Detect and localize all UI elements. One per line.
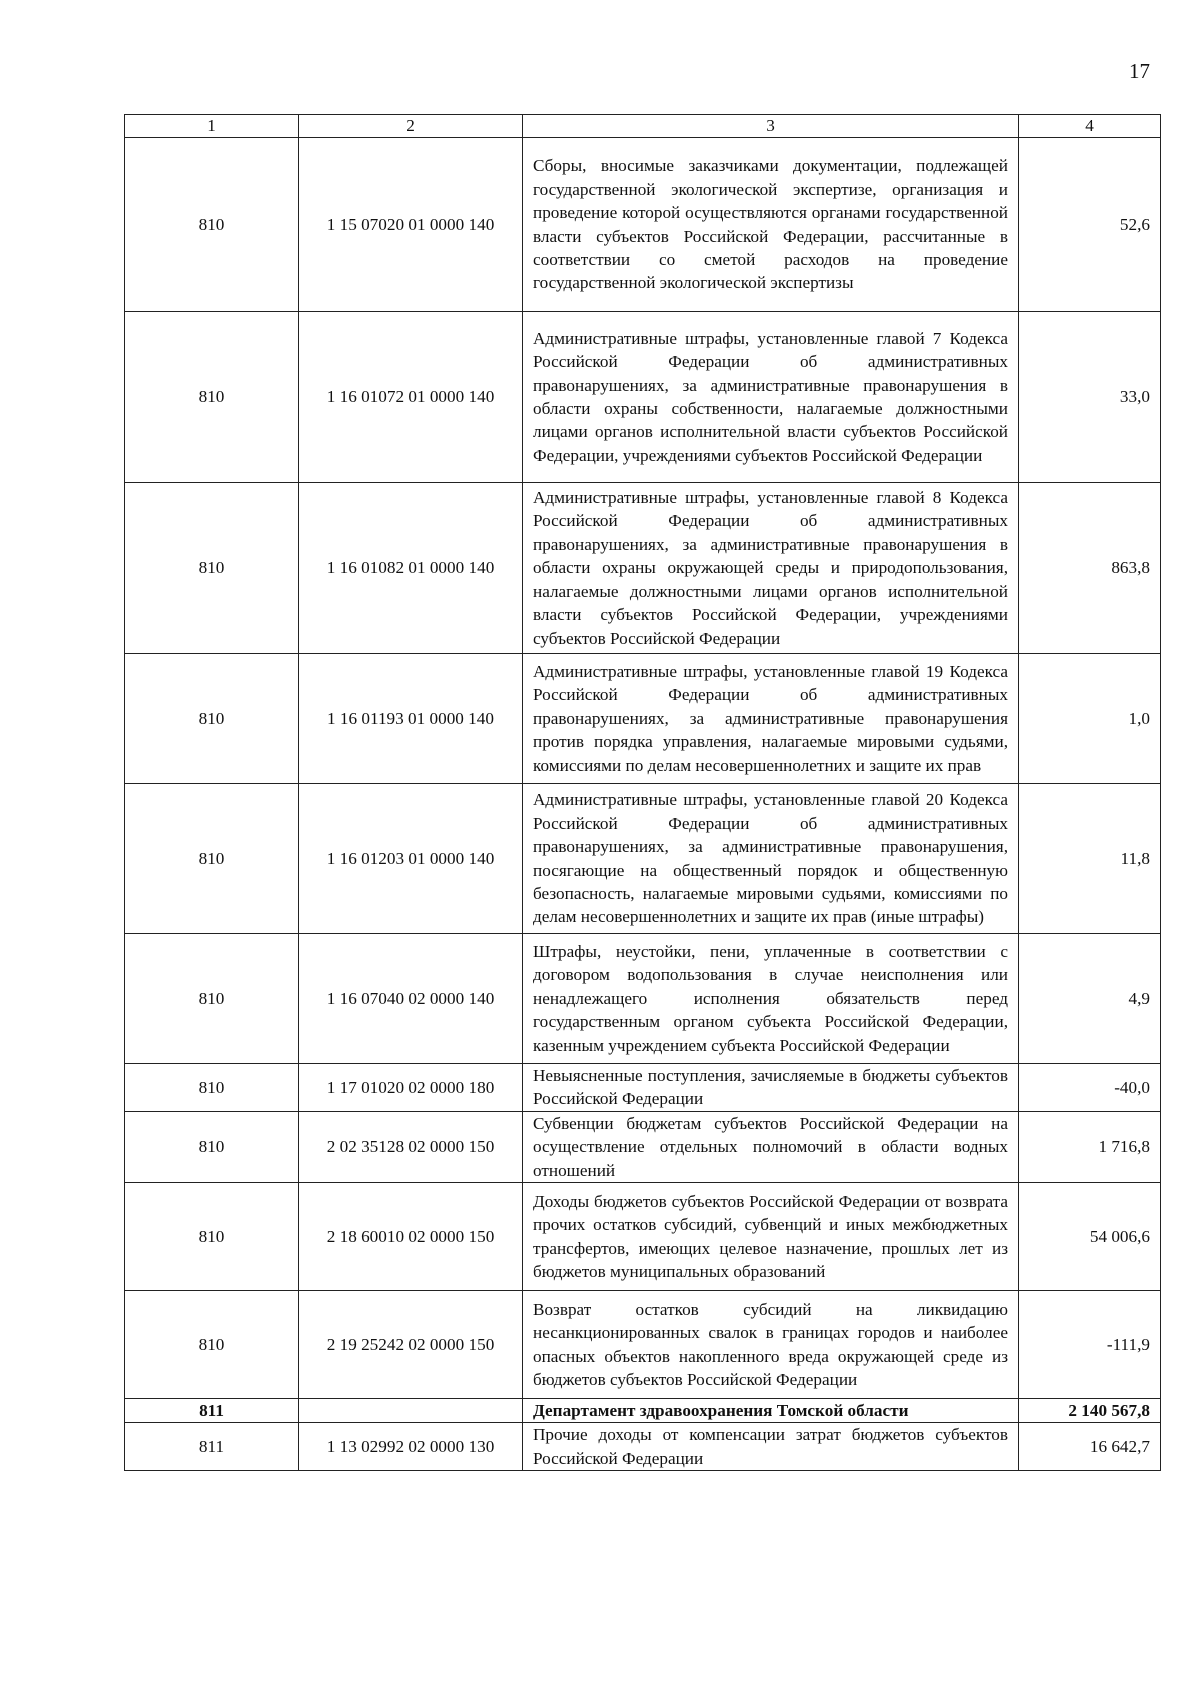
column-header-3: 3: [523, 115, 1019, 138]
cell-description: Штрафы, неустойки, пени, уплаченные в соответствии с договором водопользования в случае неисполнения или ненадлежащего исполнения обязательств перед государственным органом субъекта Российской Федерации, казенным учреждением субъекта Российской Федерации: [523, 934, 1019, 1064]
cell-budget-code: 1 16 01072 01 0000 140: [299, 312, 523, 483]
table-row: [125, 1064, 1161, 1112]
table-row: [125, 483, 1161, 654]
table-row: [125, 784, 1161, 934]
cell-admin-code: 810: [125, 1111, 299, 1182]
cell-amount: 1,0: [1019, 654, 1161, 784]
cell-amount: 4,9: [1019, 934, 1161, 1064]
cell-amount: 863,8: [1019, 483, 1161, 654]
cell-budget-code: 1 16 01203 01 0000 140: [299, 784, 523, 934]
revenue-table: [124, 114, 1161, 1471]
cell-budget-code: 2 18 60010 02 0000 150: [299, 1183, 523, 1291]
column-header-2: 2: [299, 115, 523, 138]
cell-admin-code: 810: [125, 483, 299, 654]
cell-budget-code: 2 02 35128 02 0000 150: [299, 1111, 523, 1182]
cell-admin-code: 810: [125, 138, 299, 312]
table-header-row: [125, 115, 1161, 138]
cell-budget-code: 1 16 07040 02 0000 140: [299, 934, 523, 1064]
cell-admin-code: 810: [125, 1064, 299, 1112]
cell-amount: 2 140 567,8: [1019, 1399, 1161, 1423]
table-row: [125, 1183, 1161, 1291]
cell-admin-code: 810: [125, 1291, 299, 1399]
cell-description: Административные штрафы, установленные главой 20 Кодекса Российской Федерации об административных правонарушениях, за административные правонарушения, посягающие на общественный порядок и общественную безопасность, налагаемые мировыми судьями, комиссиями по делам несовершеннолетних и защите их прав (иные штрафы): [523, 784, 1019, 934]
cell-admin-code: 810: [125, 312, 299, 483]
table-row: [125, 312, 1161, 483]
cell-budget-code: 1 16 01193 01 0000 140: [299, 654, 523, 784]
cell-budget-code: 1 17 01020 02 0000 180: [299, 1064, 523, 1112]
cell-admin-code: 810: [125, 934, 299, 1064]
table-row: [125, 1111, 1161, 1182]
cell-budget-code: 1 16 01082 01 0000 140: [299, 483, 523, 654]
cell-admin-code: 810: [125, 654, 299, 784]
cell-budget-code: 2 19 25242 02 0000 150: [299, 1291, 523, 1399]
table-row: [125, 1399, 1161, 1423]
cell-admin-code: 811: [125, 1399, 299, 1423]
table-row: [125, 1423, 1161, 1471]
cell-budget-code: 1 15 07020 01 0000 140: [299, 138, 523, 312]
cell-description: Административные штрафы, установленные главой 19 Кодекса Российской Федерации об административных правонарушениях, за административные правонарушения против порядка управления, налагаемые мировыми судьями, комиссиями по делам несовершеннолетних и защите их прав: [523, 654, 1019, 784]
column-header-4: 4: [1019, 115, 1161, 138]
cell-admin-code: 810: [125, 1183, 299, 1291]
table-body: [125, 138, 1161, 1471]
cell-admin-code: 811: [125, 1423, 299, 1471]
table-row: [125, 1291, 1161, 1399]
cell-admin-code: 810: [125, 784, 299, 934]
table-row: [125, 138, 1161, 312]
cell-amount: 1 716,8: [1019, 1111, 1161, 1182]
cell-description: Департамент здравоохранения Томской области: [523, 1399, 1019, 1423]
cell-description: Доходы бюджетов субъектов Российской Федерации от возврата прочих остатков субсидий, субвенций и иных межбюджетных трансфертов, имеющих целевое назначение, прошлых лет из бюджетов муниципальных образований: [523, 1183, 1019, 1291]
cell-description: Возврат остатков субсидий на ликвидацию несанкционированных свалок в границах городов и наиболее опасных объектов накопленного вреда окружающей среде из бюджетов субъектов Российской Федерации: [523, 1291, 1019, 1399]
table-row: [125, 934, 1161, 1064]
table-row: [125, 654, 1161, 784]
cell-description: Прочие доходы от компенсации затрат бюджетов субъектов Российской Федерации: [523, 1423, 1019, 1471]
cell-description: Субвенции бюджетам субъектов Российской Федерации на осуществление отдельных полномочий в области водных отношений: [523, 1111, 1019, 1182]
cell-description: Сборы, вносимые заказчиками документации, подлежащей государственной экологической экспертизе, организация и проведение которой осуществляются органами государственной власти субъектов Российской Федерации, рассчитанные в соответствии со сметой расходов на проведение государственной экологической экспертизы: [523, 138, 1019, 312]
cell-amount: -111,9: [1019, 1291, 1161, 1399]
cell-description: Административные штрафы, установленные главой 8 Кодекса Российской Федерации об административных правонарушениях, за административные правонарушения в области охраны окружающей среды и природопользования, налагаемые должностными лицами органов исполнительной власти субъектов Российской Федерации, учреждениями субъектов Российской Федерации: [523, 483, 1019, 654]
cell-amount: 52,6: [1019, 138, 1161, 312]
cell-budget-code: 1 13 02992 02 0000 130: [299, 1423, 523, 1471]
cell-amount: 33,0: [1019, 312, 1161, 483]
cell-budget-code: [299, 1399, 523, 1423]
cell-amount: 54 006,6: [1019, 1183, 1161, 1291]
column-header-1: 1: [125, 115, 299, 138]
page-number: 17: [1129, 59, 1150, 83]
cell-amount: -40,0: [1019, 1064, 1161, 1112]
cell-description: Невыясненные поступления, зачисляемые в бюджеты субъектов Российской Федерации: [523, 1064, 1019, 1112]
cell-amount: 11,8: [1019, 784, 1161, 934]
cell-amount: 16 642,7: [1019, 1423, 1161, 1471]
cell-description: Административные штрафы, установленные главой 7 Кодекса Российской Федерации об административных правонарушениях, за административные правонарушения в области охраны собственности, налагаемые должностными лицами органов исполнительной власти субъектов Российской Федерации, учреждениями субъектов Российской Федерации: [523, 312, 1019, 483]
